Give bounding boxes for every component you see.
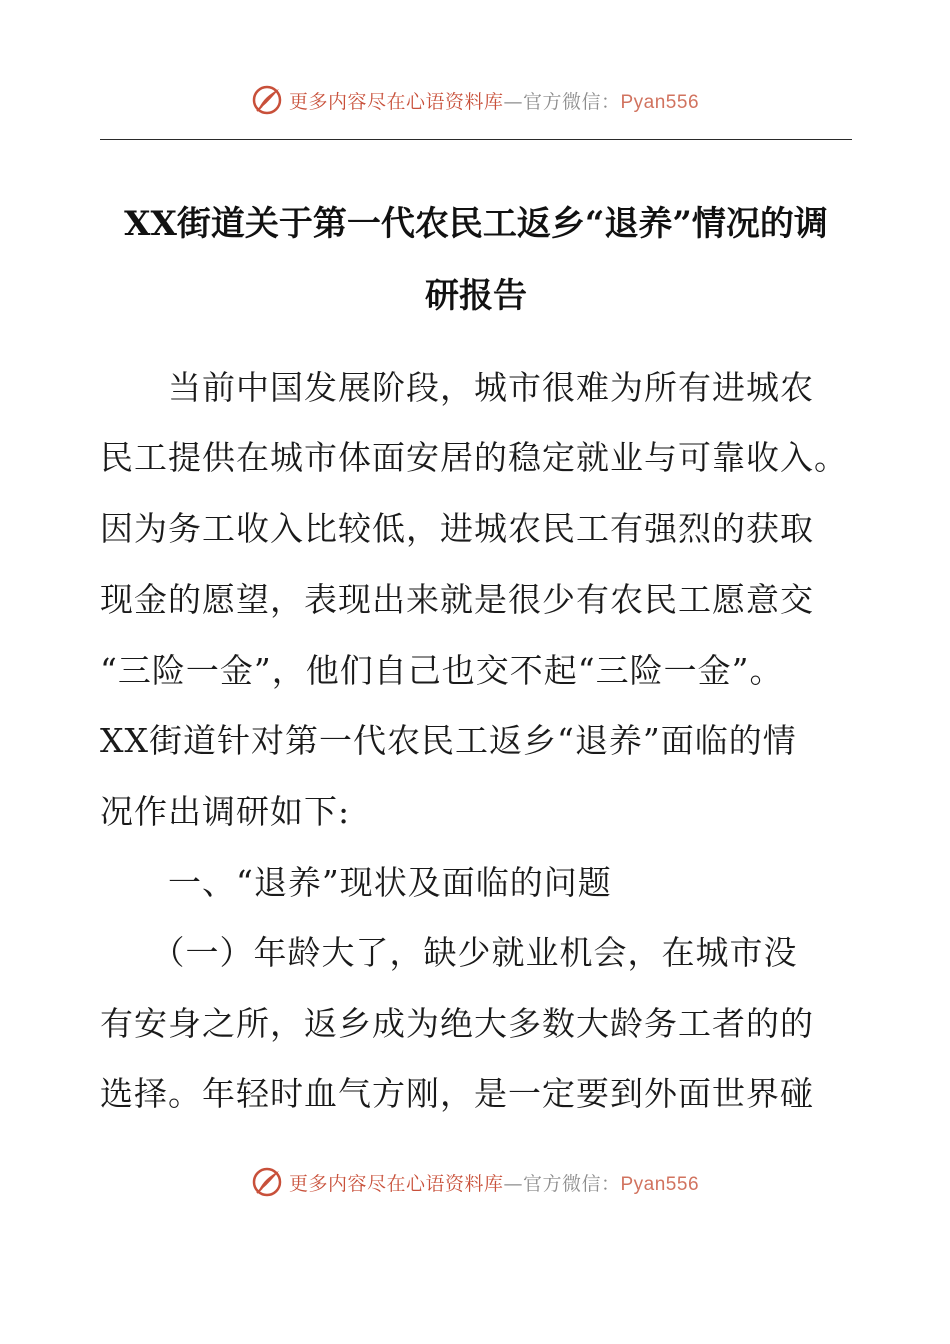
quill-logo-icon [251,84,283,116]
header-wechat-label: —官方微信： [503,90,621,113]
header-divider [100,139,852,140]
document-title-line-1: XX街道关于第一代农民工返乡“退养”情况的调 [124,204,828,244]
footer-site-name: 更多内容尽在心语资料库 [288,1172,504,1195]
body-line: （一）年龄大了，缺少就业机会，在城市没 [100,933,798,972]
body-line: “三险一金”，他们自己也交不起“三险一金”。 [100,651,784,690]
section-heading: 一、“退养”现状及面临的问题 [100,863,612,902]
body-line: 选择。年轻时血气方刚，是一定要到外面世界碰 [100,1074,814,1113]
quill-logo-icon [251,1166,283,1198]
body-line: 有安身之所，返乡成为绝大多数大龄务工者的的 [100,1004,814,1043]
body-line: 当前中国发展阶段，城市很难为所有进城农 [100,368,814,407]
header-site-name: 更多内容尽在心语资料库 [288,90,504,113]
footer-wechat-id: Pyan556 [620,1173,700,1195]
document-title-line-2: 研报告 [425,276,527,316]
footer-wechat-label: —官方微信： [503,1172,621,1195]
body-line: XX街道针对第一代农民工返乡“退养”面临的情 [100,721,797,760]
body-line: 况作出调研如下: [100,792,351,831]
body-line: 民工提供在城市体面安居的稳定就业与可靠收入。 [100,438,848,477]
body-line: 现金的愿望，表现出来就是很少有农民工愿意交 [100,580,814,619]
header-wechat-id: Pyan556 [620,91,700,113]
footer-banner [0,1162,950,1202]
body-line: 因为务工收入比较低，进城农民工有强烈的获取 [100,509,814,548]
header-banner [0,80,950,120]
header-banner-text [289,87,699,114]
footer-banner-text [289,1169,699,1196]
